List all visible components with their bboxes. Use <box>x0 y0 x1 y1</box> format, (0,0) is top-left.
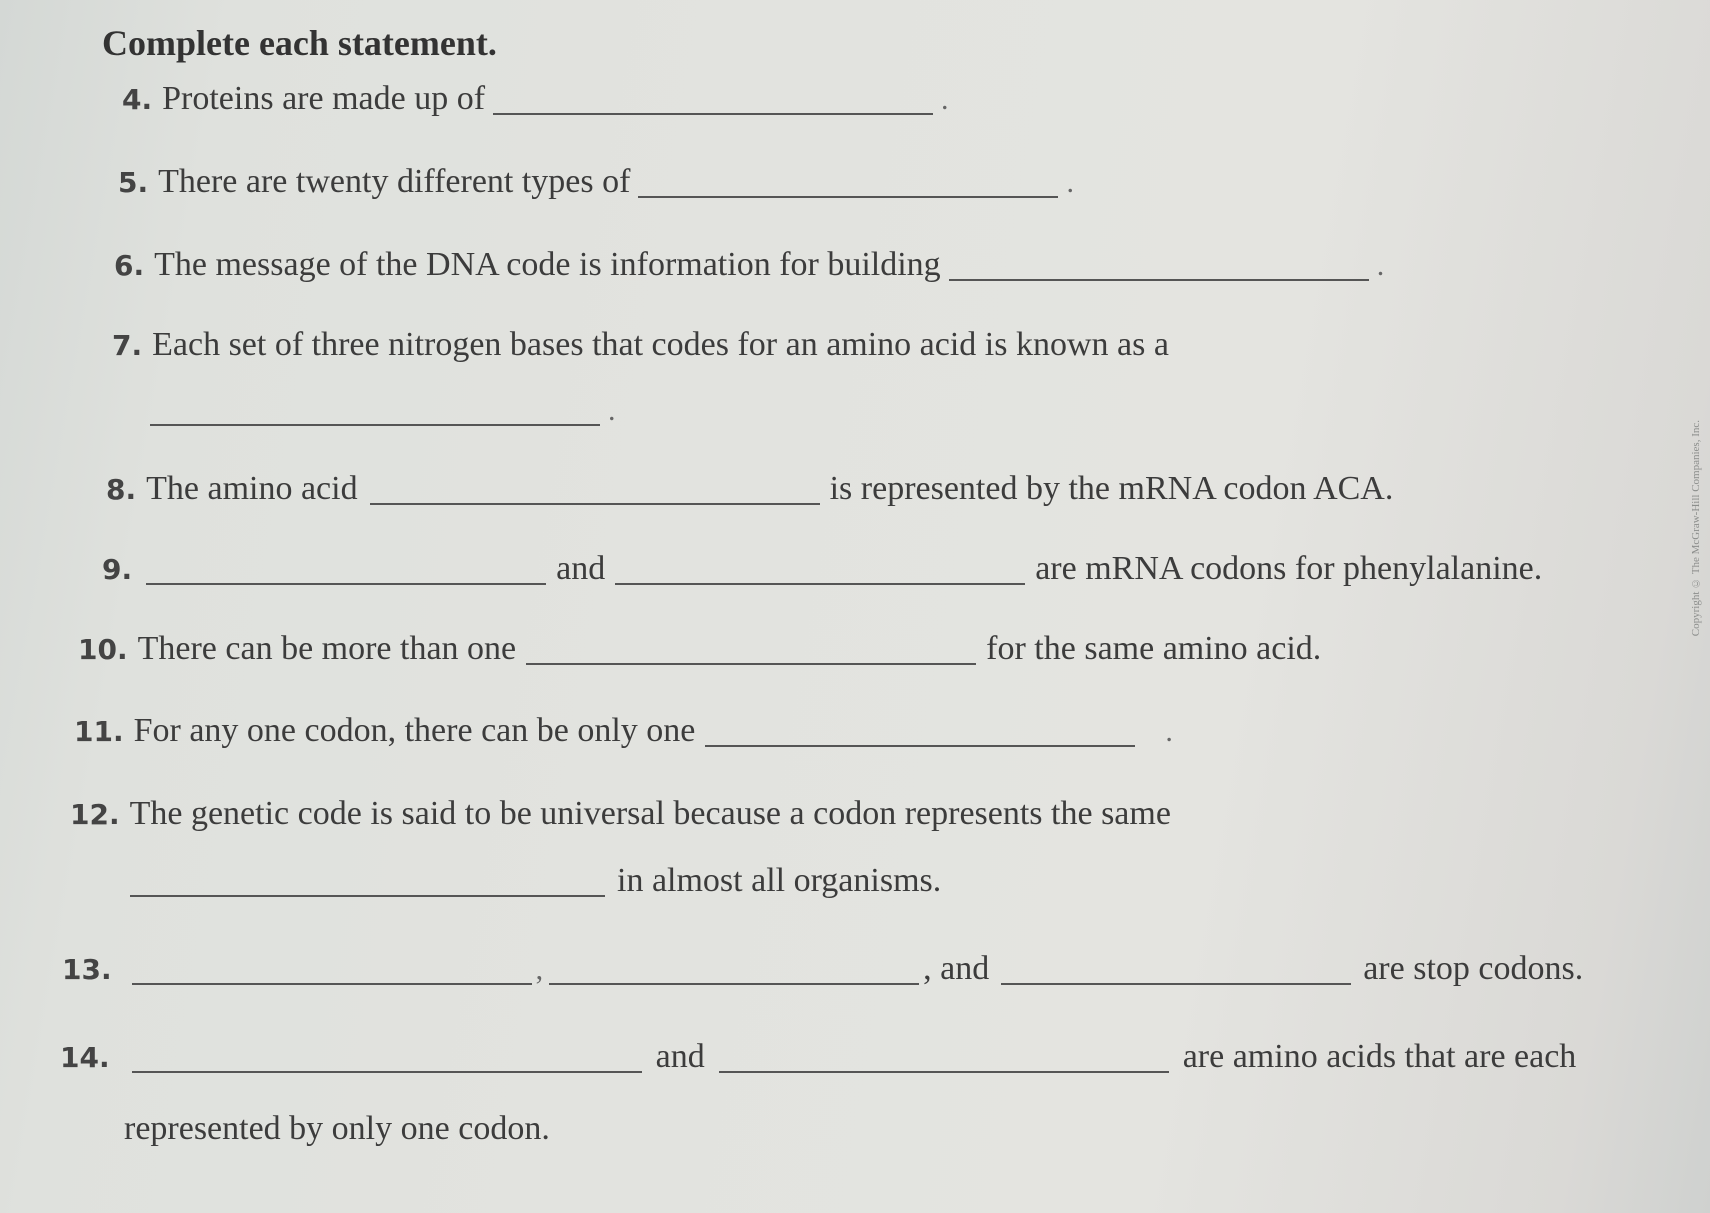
question-text-after: are mRNA codons for phenylalanine. <box>1035 550 1543 587</box>
answer-blank-1[interactable] <box>132 982 532 985</box>
copyright-notice: Copyright © The McGraw-Hill Companies, Inc. <box>1690 420 1702 637</box>
question-text-after: are stop codons. <box>1363 950 1584 987</box>
question-text: The amino acid <box>146 470 358 507</box>
question-text: The genetic code is said to be universal because a codon represents the same <box>129 795 1171 832</box>
question-7-continued <box>150 394 616 428</box>
question-text-continued: represented by only one codon. <box>124 1110 550 1147</box>
question-number: 10. <box>78 633 128 666</box>
question-punctuation: . <box>608 394 616 427</box>
question-text-after: for the same amino acid. <box>986 630 1322 667</box>
question-punctuation: . <box>941 83 949 116</box>
question-7 <box>112 326 1169 364</box>
question-number: 9. <box>102 553 133 586</box>
answer-blank[interactable] <box>130 894 605 897</box>
answer-blank-1[interactable] <box>132 1070 642 1073</box>
question-text: There are twenty different types of <box>158 163 631 200</box>
question-14-continued <box>124 1110 550 1148</box>
question-text: The message of the DNA code is information for building <box>154 246 941 283</box>
question-number: 6. <box>114 249 145 282</box>
answer-blank[interactable] <box>949 278 1369 281</box>
question-text-after: in almost all organisms. <box>617 862 942 899</box>
answer-blank-2[interactable] <box>719 1070 1169 1073</box>
question-punctuation: . <box>1066 166 1074 199</box>
question-conjunction: and <box>655 1038 705 1075</box>
question-text: Proteins are made up of <box>162 80 486 117</box>
answer-blank-1[interactable] <box>146 582 546 585</box>
answer-blank[interactable] <box>493 112 933 115</box>
question-text: Each set of three nitrogen bases that codes for an amino acid is known as a <box>152 326 1169 363</box>
question-13 <box>62 950 1583 988</box>
question-text: There can be more than one <box>137 630 517 667</box>
answer-blank[interactable] <box>638 195 1058 198</box>
question-punctuation: . <box>1165 715 1173 748</box>
answer-blank-3[interactable] <box>1001 982 1351 985</box>
question-number: 5. <box>118 166 149 199</box>
answer-blank-2[interactable] <box>615 582 1025 585</box>
question-text: For any one codon, there can be only one <box>133 712 696 749</box>
question-11 <box>74 712 1173 750</box>
question-punctuation: . <box>1376 249 1385 282</box>
question-number: 13. <box>62 953 112 986</box>
question-separator-and: , and <box>923 950 990 987</box>
question-12-continued <box>130 862 941 900</box>
question-number: 14. <box>60 1041 110 1074</box>
question-8 <box>106 470 1393 508</box>
question-10 <box>78 630 1321 668</box>
question-text-after: are amino acids that are each <box>1182 1038 1577 1075</box>
question-number: 11. <box>74 715 124 748</box>
answer-blank[interactable] <box>705 744 1135 747</box>
question-number: 12. <box>70 798 120 831</box>
answer-blank-2[interactable] <box>549 982 919 985</box>
question-number: 8. <box>106 473 137 506</box>
answer-blank[interactable] <box>150 423 600 426</box>
question-5 <box>118 163 1074 201</box>
question-text-after: is represented by the mRNA codon ACA. <box>829 470 1394 507</box>
answer-blank[interactable] <box>526 662 976 665</box>
answer-blank[interactable] <box>370 502 820 505</box>
question-14 <box>60 1038 1576 1076</box>
question-9 <box>102 550 1542 588</box>
question-number: 7. <box>112 329 143 362</box>
question-separator: , <box>535 953 544 986</box>
worksheet-heading: Complete each statement. <box>102 23 497 63</box>
question-number: 4. <box>122 83 153 116</box>
question-12 <box>70 795 1171 833</box>
question-6 <box>114 246 1384 284</box>
question-conjunction: and <box>556 550 606 587</box>
question-4 <box>122 80 949 118</box>
